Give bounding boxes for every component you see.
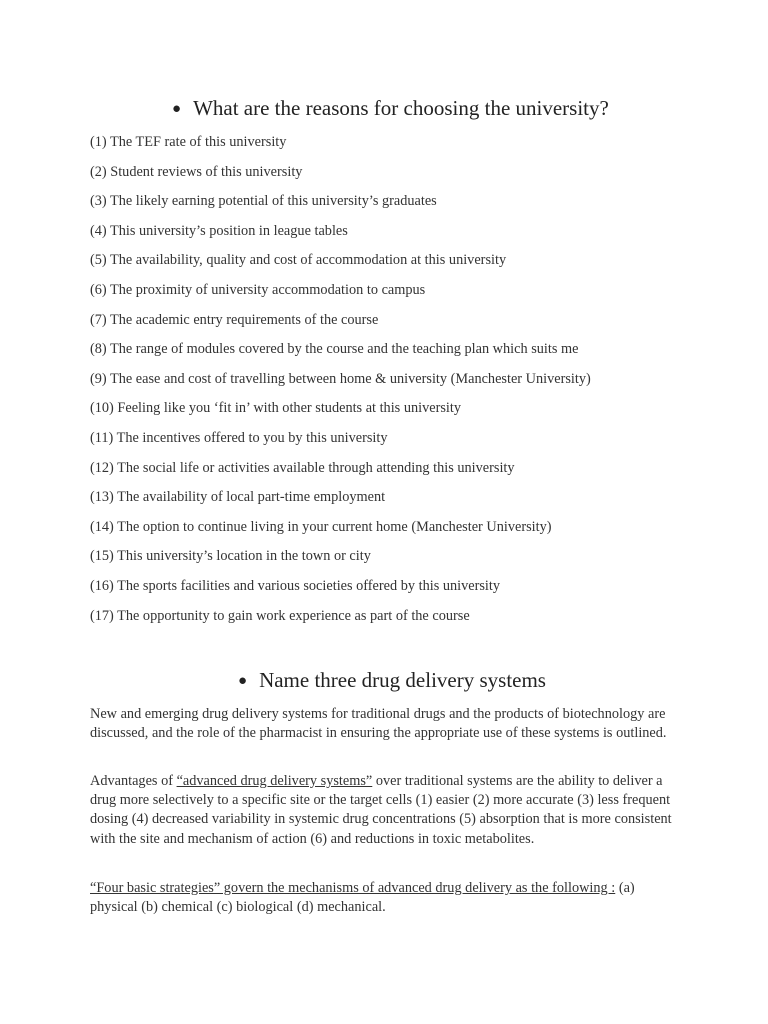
list-item: (13) The availability of local part-time employment — [90, 489, 386, 506]
list-item: (6) The proximity of university accommodation to campus — [90, 281, 426, 298]
section-heading-drug-delivery — [238, 668, 546, 695]
paragraph-text: Advantages of — [90, 773, 177, 789]
underlined-term: “Four basic strategies” govern the mechanisms of advanced drug delivery as the following : — [90, 880, 616, 896]
list-item: (1) The TEF rate of this university — [90, 134, 287, 150]
list-item: (7) The academic entry requirements of the course — [90, 311, 379, 328]
list-item: (10) Feeling like you ‘fit in’ with other students at this university — [90, 400, 461, 417]
list-item: (4) This university’s position in league tables — [90, 222, 348, 239]
heading-text: Name three drug delivery systems — [259, 668, 546, 692]
list-item: (8) The range of modules covered by the course and the teaching plan which suits me — [90, 341, 579, 358]
paragraph-text: (a) physical (b) chemical (c) biological (d) mechanical. — [90, 880, 635, 916]
list-item: (5) The availability, quality and cost of accommodation at this university — [90, 252, 507, 269]
heading-text: What are the reasons for choosing the university? — [193, 96, 609, 120]
list-item: (14) The option to continue living in your current home (Manchester University) — [90, 518, 552, 535]
underlined-term: “advanced drug delivery systems” — [176, 773, 373, 789]
paragraph-text: over traditional systems are the ability to deliver a drug more selectively to a specific site or the target cells (1) easier (2) more accurate (3) less frequent dosing (4) decreased variability in systemic drug concentrations (5) absorption that is more consistent with the site and mechanism of action (6) and reductions in toxic metabolites. — [90, 773, 672, 847]
section-heading-university — [172, 96, 609, 123]
reasons-list — [90, 130, 591, 633]
bullet-icon: ● — [238, 673, 248, 689]
paragraph-intro: New and emerging drug delivery systems for traditional drugs and the products of biotechnology are discussed, and the role of the pharmacist in ensuring the appropriate use of these systems is outlined. — [90, 706, 667, 742]
bullet-icon: ● — [172, 101, 182, 117]
list-item: (12) The social life or activities available through attending this university — [90, 459, 515, 476]
list-item: (15) This university’s location in the town or city — [90, 548, 371, 565]
list-item: (3) The likely earning potential of this university’s graduates — [90, 193, 437, 210]
list-item: (17) The opportunity to gain work experience as part of the course — [90, 607, 470, 624]
list-item: (2) Student reviews of this university — [90, 163, 303, 180]
list-item: (11) The incentives offered to you by this university — [90, 429, 388, 446]
paragraph-advantages — [90, 772, 680, 849]
list-item: (9) The ease and cost of travelling between home & university (Manchester University) — [90, 370, 591, 387]
paragraph-strategies — [90, 879, 680, 917]
list-item: (16) The sports facilities and various societies offered by this university — [90, 577, 501, 594]
